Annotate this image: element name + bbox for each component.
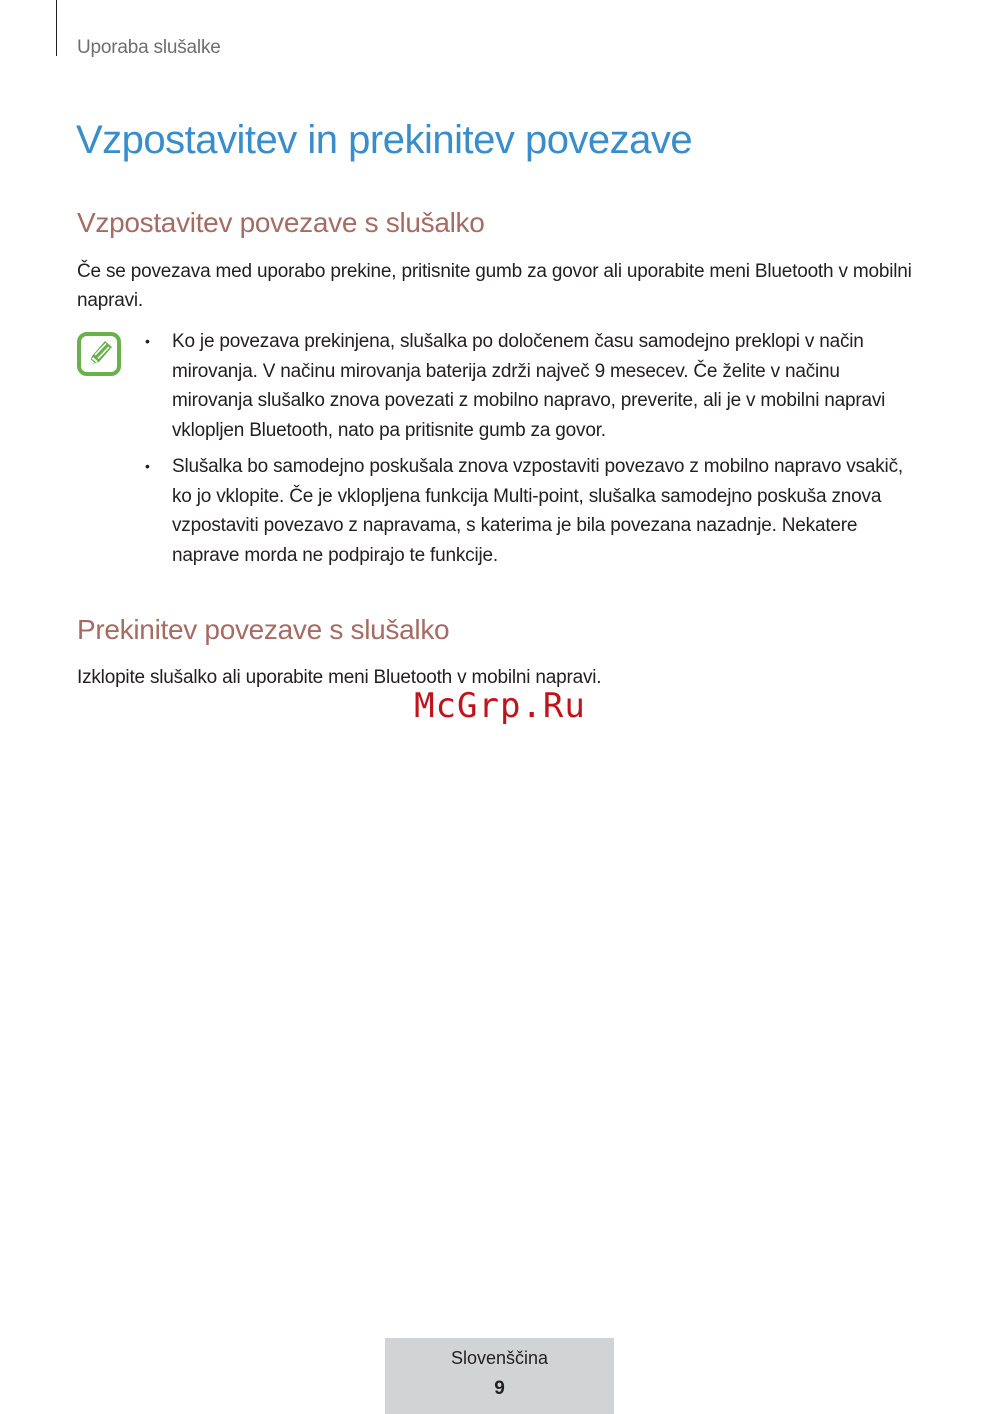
note-item	[145, 327, 915, 445]
running-head: Uporaba slušalke	[77, 37, 221, 58]
section-body-connect: Če se povezava med uporabo prekine, pritisnite gumb za govor ali uporabite meni Bluetooth v mobilni napravi.	[77, 261, 912, 311]
footer-language: Slovenščina	[450, 1348, 549, 1368]
section-title-connect: Vzpostavitev povezave s slušalko	[77, 207, 485, 238]
section-body-disconnect: Izklopite slušalko ali uporabite meni Bluetooth v mobilni napravi.	[77, 667, 602, 688]
bullet-marker: •	[145, 458, 150, 474]
note-item	[145, 452, 915, 570]
note-list	[145, 327, 915, 577]
note-text: Ko je povezava prekinjena, slušalka po določenem času samodejno preklopi v način mirovanja. V načinu mirovanja baterija zdrži največ 9 mesecev. Če želite v načinu mirovanja slušalko znova povezati z mobilno napravo, preverite, ali je v mobilni napravi vklopljen Bluetooth, nato pa pritisnite gumb za govor.	[172, 331, 886, 441]
margin-rule	[56, 0, 57, 56]
chapter-title: Vzpostavitev in prekinitev povezave	[76, 118, 693, 162]
section-title-disconnect: Prekinitev povezave s slušalko	[77, 614, 450, 645]
footer-box	[385, 1338, 614, 1414]
page-number: 9	[494, 1378, 505, 1399]
note-pencil-icon	[77, 332, 121, 376]
note-text: Slušalka bo samodejno poskušala znova vzpostaviti povezavo z mobilno napravo vsakič, ko jo vklopite. Če je vklopljena funkcija Multi-point, slušalka samodejno poskuša znova vzpostaviti povezavo z napravama, s katerima je bila povezana nazadnje. Nekatere naprave morda ne podpirajo te funkcije.	[172, 456, 903, 566]
bullet-marker: •	[145, 333, 150, 349]
watermark: McGrp.Ru	[414, 686, 586, 726]
